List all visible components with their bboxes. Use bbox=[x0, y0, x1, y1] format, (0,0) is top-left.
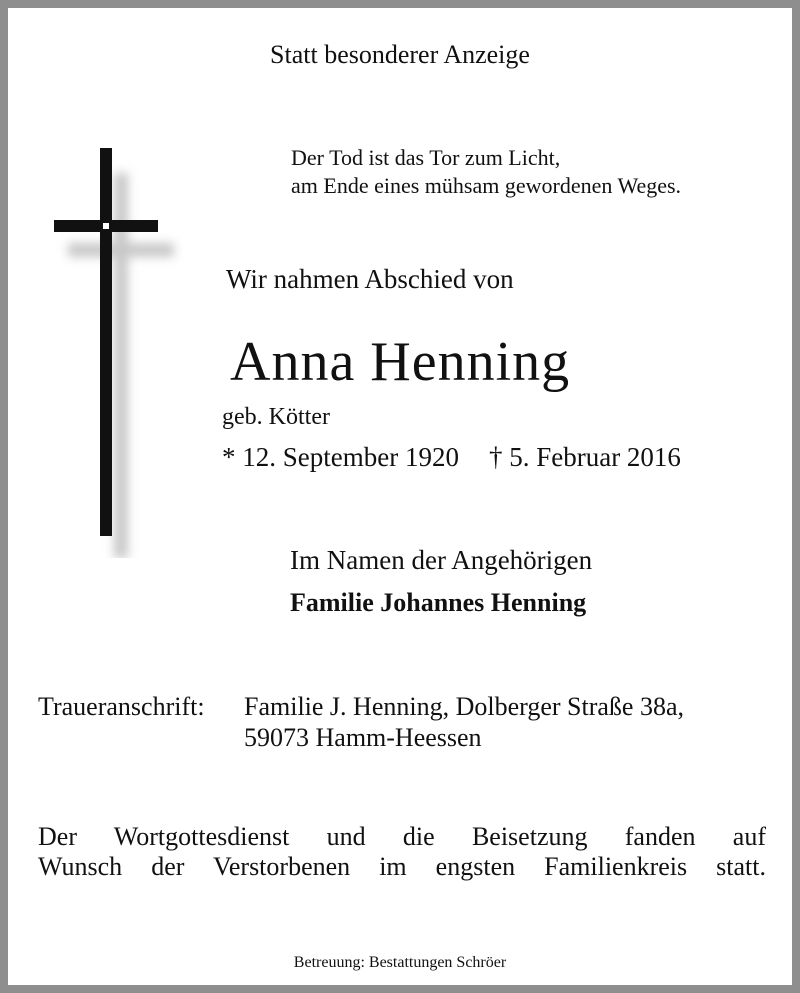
quote-line-1: Der Tod ist das Tor zum Licht, bbox=[291, 145, 561, 170]
service-line-1: Der Wortgottesdienst und die Beisetzung fanden auf bbox=[38, 822, 766, 851]
life-dates bbox=[222, 442, 681, 473]
deceased-name: Anna Henning bbox=[230, 331, 571, 393]
service-note bbox=[38, 822, 766, 882]
quote-line-2: am Ende eines mühsam gewordenen Weges. bbox=[291, 173, 682, 198]
cross-icon bbox=[44, 138, 184, 558]
service-line-2: Wunsch der Verstorbenen im engsten Familienkreis statt. bbox=[38, 852, 766, 881]
farewell-text: Wir nahmen Abschied von bbox=[226, 264, 514, 294]
notice-header: Statt besonderer Anzeige bbox=[270, 40, 530, 69]
birth-date: * 12. September 1920 bbox=[222, 442, 459, 472]
maiden-name: geb. Kötter bbox=[222, 404, 330, 430]
death-date: † 5. Februar 2016 bbox=[488, 442, 681, 472]
address-line-2: 59073 Hamm-Heessen bbox=[244, 723, 482, 752]
on-behalf-text: Im Namen der Angehörigen bbox=[290, 545, 593, 575]
address-line-1: Familie J. Henning, Dolberger Straße 38a, bbox=[244, 692, 684, 721]
family-name: Familie Johannes Henning bbox=[290, 588, 587, 617]
quote bbox=[291, 144, 681, 200]
address-label: Traueranschrift: bbox=[38, 692, 205, 721]
undertaker-footer: Betreuung: Bestattungen Schröer bbox=[293, 954, 507, 971]
